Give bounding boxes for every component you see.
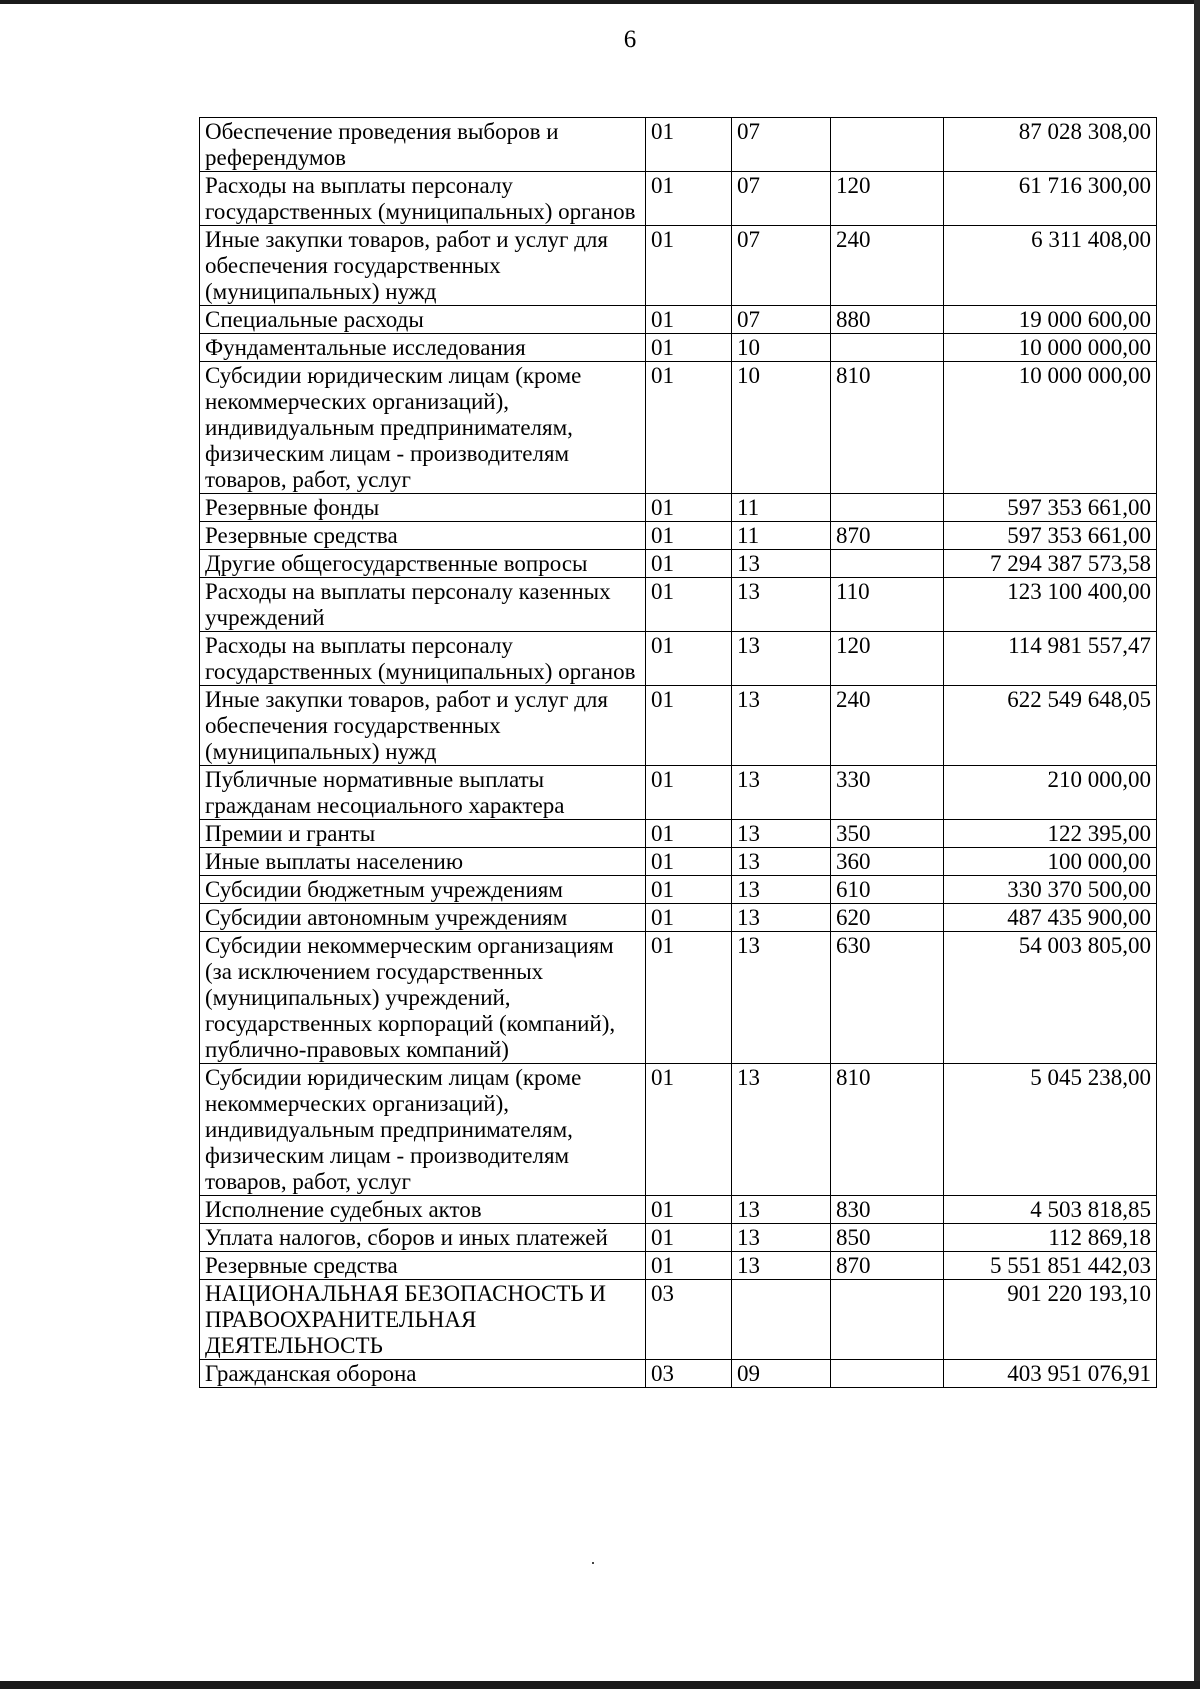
row-subsection-cell: 13 [732, 686, 831, 766]
row-name-cell: Исполнение судебных актов [200, 1196, 646, 1224]
row-section-cell: 01 [646, 632, 732, 686]
row-name-cell: Субсидии автономным учреждениям [200, 904, 646, 932]
row-name-cell: Субсидии бюджетным учреждениям [200, 876, 646, 904]
row-amount-cell: 123 100 400,00 [944, 578, 1157, 632]
row-name-cell: Гражданская оборона [200, 1360, 646, 1388]
row-subsection-cell: 13 [732, 904, 831, 932]
row-name-cell: Публичные нормативные выплаты гражданам несоциального характера [200, 766, 646, 820]
row-expense-type-cell: 630 [831, 932, 944, 1064]
row-subsection-cell [732, 1280, 831, 1360]
table-row [200, 1280, 1157, 1360]
row-section-cell: 01 [646, 1196, 732, 1224]
row-subsection-cell: 11 [732, 494, 831, 522]
row-amount-cell: 6 311 408,00 [944, 226, 1157, 306]
row-section-cell: 01 [646, 1224, 732, 1252]
row-expense-type-cell [831, 550, 944, 578]
table-row [200, 494, 1157, 522]
row-expense-type-cell: 870 [831, 522, 944, 550]
row-section-cell: 01 [646, 550, 732, 578]
row-name-cell: Иные закупки товаров, работ и услуг для обеспечения государственных (муниципальных) нужд [200, 226, 646, 306]
row-expense-type-cell: 240 [831, 226, 944, 306]
row-section-cell: 01 [646, 1252, 732, 1280]
row-expense-type-cell: 870 [831, 1252, 944, 1280]
row-subsection-cell: 07 [732, 306, 831, 334]
table-row [200, 1224, 1157, 1252]
row-amount-cell: 7 294 387 573,58 [944, 550, 1157, 578]
table-row [200, 848, 1157, 876]
table-row [200, 226, 1157, 306]
row-name-cell: Расходы на выплаты персоналу казенных учреждений [200, 578, 646, 632]
row-name-cell: Субсидии некоммерческим организациям (за исключением государственных (муниципальных) учреждений, государственных корпораций (компаний), публично-правовых компаний) [200, 932, 646, 1064]
row-subsection-cell: 13 [732, 1252, 831, 1280]
row-expense-type-cell: 620 [831, 904, 944, 932]
table-row [200, 172, 1157, 226]
table-row [200, 1196, 1157, 1224]
row-amount-cell: 487 435 900,00 [944, 904, 1157, 932]
table-row [200, 118, 1157, 172]
row-amount-cell: 901 220 193,10 [944, 1280, 1157, 1360]
row-name-cell: Другие общегосударственные вопросы [200, 550, 646, 578]
row-amount-cell: 622 549 648,05 [944, 686, 1157, 766]
row-section-cell: 01 [646, 1064, 732, 1196]
row-expense-type-cell: 240 [831, 686, 944, 766]
row-expense-type-cell: 330 [831, 766, 944, 820]
row-subsection-cell: 13 [732, 1224, 831, 1252]
row-amount-cell: 112 869,18 [944, 1224, 1157, 1252]
table-row [200, 522, 1157, 550]
row-subsection-cell: 13 [732, 932, 831, 1064]
row-subsection-cell: 13 [732, 820, 831, 848]
row-subsection-cell: 07 [732, 226, 831, 306]
row-expense-type-cell: 880 [831, 306, 944, 334]
scan-edge-top [0, 0, 1200, 4]
row-section-cell: 01 [646, 578, 732, 632]
row-name-cell: Специальные расходы [200, 306, 646, 334]
row-name-cell: Обеспечение проведения выборов и референдумов [200, 118, 646, 172]
row-subsection-cell: 13 [732, 848, 831, 876]
row-expense-type-cell: 810 [831, 362, 944, 494]
row-amount-cell: 4 503 818,85 [944, 1196, 1157, 1224]
row-expense-type-cell: 850 [831, 1224, 944, 1252]
scan-edge-bottom [0, 1681, 1200, 1689]
row-amount-cell: 122 395,00 [944, 820, 1157, 848]
row-amount-cell: 19 000 600,00 [944, 306, 1157, 334]
row-section-cell: 01 [646, 172, 732, 226]
page-number-text: 6 [623, 26, 637, 53]
table-row [200, 686, 1157, 766]
row-subsection-cell: 10 [732, 362, 831, 494]
row-expense-type-cell [831, 494, 944, 522]
table-row [200, 1064, 1157, 1196]
row-name-cell: Расходы на выплаты персоналу государственных (муниципальных) органов [200, 172, 646, 226]
row-expense-type-cell: 360 [831, 848, 944, 876]
row-expense-type-cell: 830 [831, 1196, 944, 1224]
row-section-cell: 01 [646, 118, 732, 172]
row-expense-type-cell [831, 1280, 944, 1360]
row-name-cell: Резервные средства [200, 1252, 646, 1280]
row-amount-cell: 597 353 661,00 [944, 522, 1157, 550]
row-subsection-cell: 13 [732, 876, 831, 904]
row-section-cell: 01 [646, 494, 732, 522]
row-expense-type-cell [831, 118, 944, 172]
table-row [200, 820, 1157, 848]
row-expense-type-cell: 110 [831, 578, 944, 632]
table-row [200, 904, 1157, 932]
row-amount-cell: 403 951 076,91 [944, 1360, 1157, 1388]
row-section-cell: 01 [646, 226, 732, 306]
row-section-cell: 03 [646, 1280, 732, 1360]
row-amount-cell: 10 000 000,00 [944, 362, 1157, 494]
row-section-cell: 01 [646, 362, 732, 494]
table-row [200, 1360, 1157, 1388]
row-section-cell: 01 [646, 766, 732, 820]
row-expense-type-cell [831, 334, 944, 362]
row-subsection-cell: 07 [732, 118, 831, 172]
row-subsection-cell: 13 [732, 578, 831, 632]
row-amount-cell: 114 981 557,47 [944, 632, 1157, 686]
table-row [200, 334, 1157, 362]
row-subsection-cell: 09 [732, 1360, 831, 1388]
row-subsection-cell: 13 [732, 550, 831, 578]
table-row [200, 1252, 1157, 1280]
row-amount-cell: 330 370 500,00 [944, 876, 1157, 904]
row-name-cell: Субсидии юридическим лицам (кроме некоммерческих организаций), индивидуальным предпринимателям, физическим лицам - производителям товаров, работ, услуг [200, 362, 646, 494]
row-expense-type-cell: 350 [831, 820, 944, 848]
row-name-cell: Субсидии юридическим лицам (кроме некоммерческих организаций), индивидуальным предпринимателям, физическим лицам - производителям товаров, работ, услуг [200, 1064, 646, 1196]
row-section-cell: 01 [646, 876, 732, 904]
row-section-cell: 01 [646, 820, 732, 848]
row-name-cell: Иные закупки товаров, работ и услуг для обеспечения государственных (муниципальных) нужд [200, 686, 646, 766]
row-section-cell: 01 [646, 334, 732, 362]
table-row [200, 876, 1157, 904]
row-subsection-cell: 13 [732, 1196, 831, 1224]
table-row [200, 306, 1157, 334]
row-name-cell: Резервные средства [200, 522, 646, 550]
table-row [200, 550, 1157, 578]
row-section-cell: 01 [646, 848, 732, 876]
row-amount-cell: 597 353 661,00 [944, 494, 1157, 522]
row-section-cell: 01 [646, 686, 732, 766]
row-name-cell: НАЦИОНАЛЬНАЯ БЕЗОПАСНОСТЬ И ПРАВООХРАНИТЕЛЬНАЯ ДЕЯТЕЛЬНОСТЬ [200, 1280, 646, 1360]
table-row [200, 632, 1157, 686]
row-amount-cell: 87 028 308,00 [944, 118, 1157, 172]
row-amount-cell: 54 003 805,00 [944, 932, 1157, 1064]
row-name-cell: Премии и гранты [200, 820, 646, 848]
row-expense-type-cell: 810 [831, 1064, 944, 1196]
row-subsection-cell: 13 [732, 632, 831, 686]
row-name-cell: Фундаментальные исследования [200, 334, 646, 362]
table-row [200, 362, 1157, 494]
row-amount-cell: 10 000 000,00 [944, 334, 1157, 362]
row-name-cell: Уплата налогов, сборов и иных платежей [200, 1224, 646, 1252]
row-subsection-cell: 07 [732, 172, 831, 226]
page-number [60, 26, 1200, 54]
row-amount-cell: 5 551 851 442,03 [944, 1252, 1157, 1280]
table-row [200, 766, 1157, 820]
row-subsection-cell: 13 [732, 1064, 831, 1196]
scan-speck [592, 1562, 594, 1564]
row-expense-type-cell: 120 [831, 172, 944, 226]
row-expense-type-cell [831, 1360, 944, 1388]
row-section-cell: 01 [646, 904, 732, 932]
row-expense-type-cell: 610 [831, 876, 944, 904]
budget-table [199, 117, 1157, 1388]
row-name-cell: Иные выплаты населению [200, 848, 646, 876]
table-row [200, 578, 1157, 632]
row-amount-cell: 210 000,00 [944, 766, 1157, 820]
row-name-cell: Расходы на выплаты персоналу государственных (муниципальных) органов [200, 632, 646, 686]
row-name-cell: Резервные фонды [200, 494, 646, 522]
row-section-cell: 01 [646, 522, 732, 550]
row-subsection-cell: 11 [732, 522, 831, 550]
row-subsection-cell: 10 [732, 334, 831, 362]
row-section-cell: 01 [646, 932, 732, 1064]
row-amount-cell: 5 045 238,00 [944, 1064, 1157, 1196]
row-section-cell: 03 [646, 1360, 732, 1388]
budget-table-body [200, 118, 1157, 1388]
row-section-cell: 01 [646, 306, 732, 334]
row-amount-cell: 100 000,00 [944, 848, 1157, 876]
row-subsection-cell: 13 [732, 766, 831, 820]
table-row [200, 932, 1157, 1064]
row-expense-type-cell: 120 [831, 632, 944, 686]
scan-edge-right [1194, 0, 1200, 1689]
row-amount-cell: 61 716 300,00 [944, 172, 1157, 226]
